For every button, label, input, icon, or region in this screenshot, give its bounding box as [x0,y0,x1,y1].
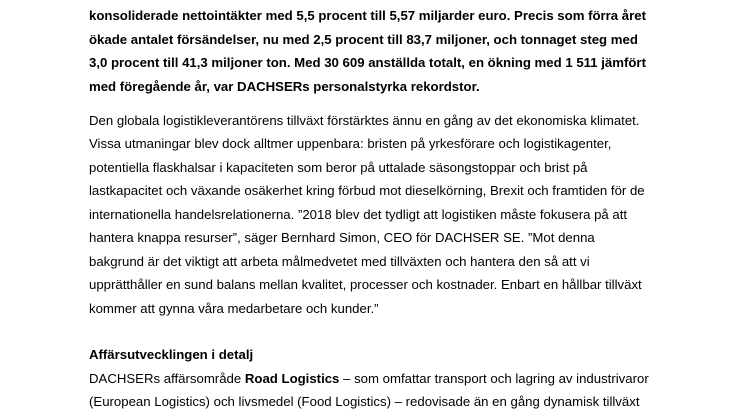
lead-line-2: ökade antalet försändelser, nu med 2,5 procent till 83,7 miljoner, och tonnaget steg med [89,32,638,47]
section-line-1-end: – som omfattar transport och lagring av industrivaror [339,371,649,386]
body-line-8: upprätthåller en sund balans mellan kvalitet, processer och kostnader. Enbart en hållbar tillväxt [89,277,642,292]
body-line-4: lastkapacitet och växande osäkerhet kring förbud mot dieselkörning, Brexit och framtiden för de [89,183,645,198]
section-line-1 [89,368,649,390]
body-line-3: potentiella flaskhalsar i kapaciteten som beror på uttalade säsongstoppar och brist på [89,160,588,175]
body-line-2: Vissa utmaningar blev dock alltmer uppenbara: bristen på yrkesförare och logistikagenter, [89,136,612,151]
lead-line-4: med föregående år, var DACHSERs personalstyrka rekordstor. [89,79,480,94]
body-line-7: bakgrund är det viktigt att arbeta målmedvetet med tillväxten och hantera den så att vi [89,254,590,269]
section-line-2: (European Logistics) och livsmedel (Food Logistics) – redovisade än en gång dynamisk tillväxt [89,394,640,409]
body-line-5: internationella handelsrelationerna. ”2018 blev det tydligt att logistiken måste fokusera på att [89,207,628,222]
section-heading: Affärsutvecklingen i detalj [89,347,254,362]
lead-line-3: 3,0 procent till 41,3 miljoner ton. Med 30 609 anställda totalt, en ökning med 1 511 jämfört [89,55,646,70]
body-line-9: kommer att gynna våra medarbetare och kunder.” [89,301,379,316]
body-line-1: Den globala logistikleverantörens tillväxt förstärktes ännu en gång av det ekonomiska klimatet. [89,113,640,128]
section-line-1-start: DACHSERs affärsområde [89,371,245,386]
lead-line-1: konsoliderade nettointäkter med 5,5 procent till 5,57 miljarder euro. Precis som förra året [89,8,646,23]
road-logistics-term: Road Logistics [244,371,340,386]
body-line-6: hantera knappa resurser”, säger Bernhard Simon, CEO för DACHSER SE. ”Mot denna [89,230,595,245]
